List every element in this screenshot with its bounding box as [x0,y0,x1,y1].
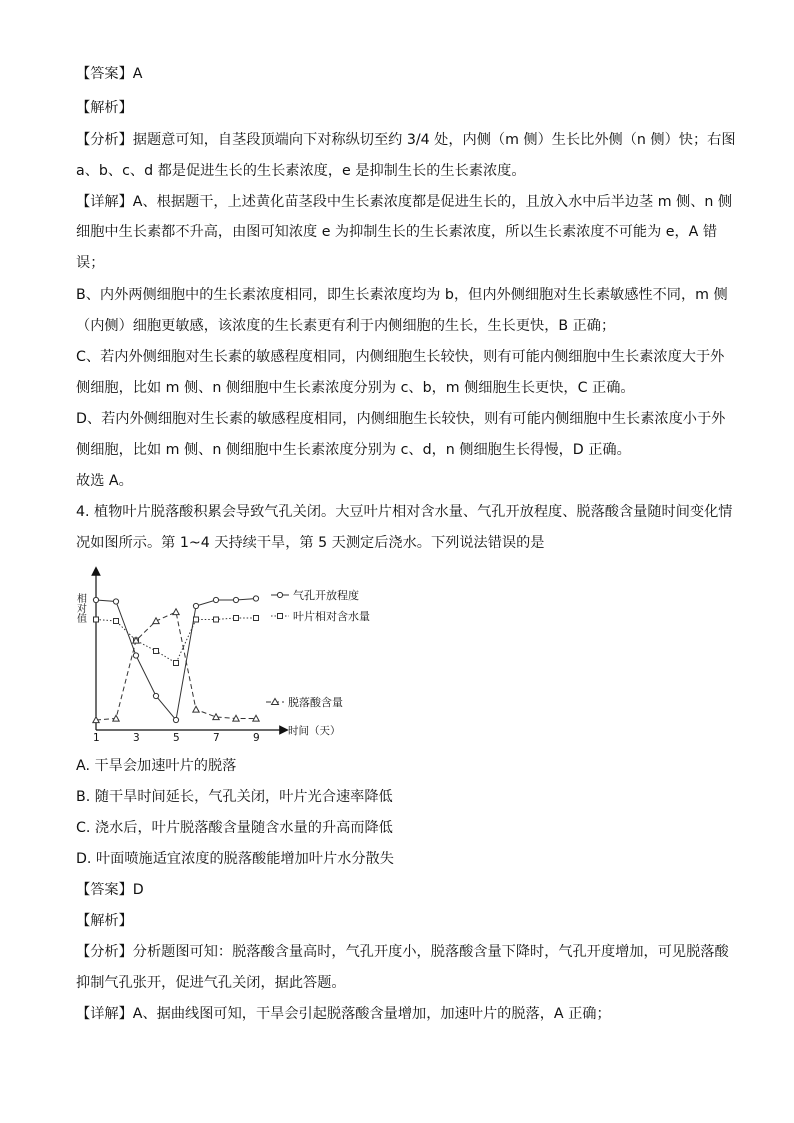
x-tick-1: 1 [93,732,100,744]
q3-fenxi-line-1: 【分析】据题意可知，自茎段顶端向下对称纵切至约 3/4 处，内侧（m 侧）生长比外侧（n 侧）快；右图 [76,132,736,148]
q4-analysis-heading: 【解析】 [76,913,133,929]
q4-fenxi-line-2: 抑制气孔张开，促进气孔关闭，据此答题。 [76,975,346,991]
q3-detail-line-8: D、若内外侧细胞对生长素的敏感程度相同，内侧细胞生长较快，则有可能内侧细胞中生长素浓度小于外 [76,411,726,427]
series-1-point-7 [234,616,239,621]
legend-water [271,609,370,623]
series-0-point-8 [253,596,258,601]
q3-detail-line-9: 侧细胞，比如 m 侧、n 侧细胞中生长素浓度分别为 c、d，n 侧细胞生长得慢，D 正确。 [76,442,631,458]
q3-detail-line-6: C、若内外侧细胞对生长素的敏感程度相同，内侧细胞生长较快，则有可能内侧细胞中生长素浓度大于外 [76,349,725,365]
q4-option-c: C. 浇水后，叶片脱落酸含量随含水量的升高而降低 [76,820,393,836]
series-2-point-5 [193,706,199,712]
series-0-point-4 [173,717,178,722]
series-2-point-4 [173,609,179,615]
series-2-point-3 [153,618,159,624]
series-0-point-6 [213,597,218,602]
series-1-point-5 [194,617,199,622]
q3-detail-line-3: 误； [76,255,105,271]
y-axis-label: 相对值 [74,593,86,623]
series-0-point-7 [233,597,238,602]
q4-stem-line-2: 况如图所示。第 1~4 天持续干旱，第 5 天测定后浇水。下列说法错误的是 [76,535,545,551]
legend-label-water: 叶片相对含水量 [293,610,370,623]
q3-detail-line-2: 细胞中生长素都不升高，由图可知浓度 e 为抑制生长的生长素浓度，所以生长素浓度不可能为 e，A 错 [76,224,718,240]
series-1-point-0 [94,617,99,622]
q4-detail-line-1: 【详解】A、据曲线图可知，干旱会引起脱落酸含量增加，加速叶片的脱落，A 正确； [76,1006,611,1022]
series-0-point-3 [153,693,158,698]
q3-detail-line-4: B、内外两侧细胞中的生长素浓度相同，即生长素浓度均为 b，但内外侧细胞对生长素敏感性不同，m 侧 [76,287,728,303]
series-2-point-8 [253,715,259,721]
x-axis-label: 时间（天） [288,725,341,737]
x-tick-5: 5 [173,732,180,744]
series-0-point-1 [113,599,118,604]
q4-option-b: B. 随干旱时间延长，气孔关闭，叶片光合速率降低 [76,789,393,805]
legend-aba [266,695,343,709]
chart-svg [76,563,386,743]
q3-detail-line-5: （内侧）细胞更敏感，该浓度的生长素更有利于内侧细胞的生长，生长更快，B 正确； [76,318,616,334]
x-tick-3: 3 [133,732,140,744]
legend-label-aba: 脱落酸含量 [288,696,343,709]
series-0-point-5 [193,603,198,608]
q4-line-chart [76,563,386,743]
q4-fenxi-line-1: 【分析】分析题图可知：脱落酸含量高时，气孔开度小，脱落酸含量下降时，气孔开度增加，可见脱落酸 [76,944,729,960]
series-1-point-6 [214,617,219,622]
q3-detail-line-7: 侧细胞，比如 m 侧、n 侧细胞中生长素浓度分别为 c、b，m 侧细胞生长更快，C 正确。 [76,380,635,396]
q3-fenxi-line-2: a、b、c、d 都是促进生长的生长素浓度，e 是抑制生长的生长素浓度。 [76,163,526,179]
q3-answer: 【答案】A [76,66,143,82]
q3-analysis-heading: 【解析】 [76,100,133,116]
series-0-point-0 [93,597,98,602]
q4-option-a: A. 干旱会加速叶片的脱落 [76,758,237,774]
x-tick-7: 7 [213,732,220,744]
legend-label-open: 气孔开放程度 [293,589,359,602]
series-1-point-1 [114,619,119,624]
series-0-point-2 [133,653,138,658]
series-line-1 [96,618,256,663]
x-tick-9: 9 [253,732,260,744]
series-1-point-4 [174,661,179,666]
q3-conclusion: 故选 A。 [76,473,133,489]
q3-detail-line-1: 【详解】A、根据题干，上述黄化苗茎段中生长素浓度都是促进生长的，且放入水中后半边茎 m 侧、n 侧 [76,194,733,210]
legend-open [271,588,359,602]
series-1-point-3 [154,649,159,654]
q4-answer: 【答案】D [76,882,144,898]
q4-option-d: D. 叶面喷施适宜浓度的脱落酸能增加叶片水分散失 [76,851,394,867]
series-1-point-8 [254,616,259,621]
series-line-0 [96,599,256,721]
q4-stem-line-1: 4. 植物叶片脱落酸积累会导致气孔关闭。大豆叶片相对含水量、气孔开放程度、脱落酸含量随时间变化情 [76,504,733,520]
